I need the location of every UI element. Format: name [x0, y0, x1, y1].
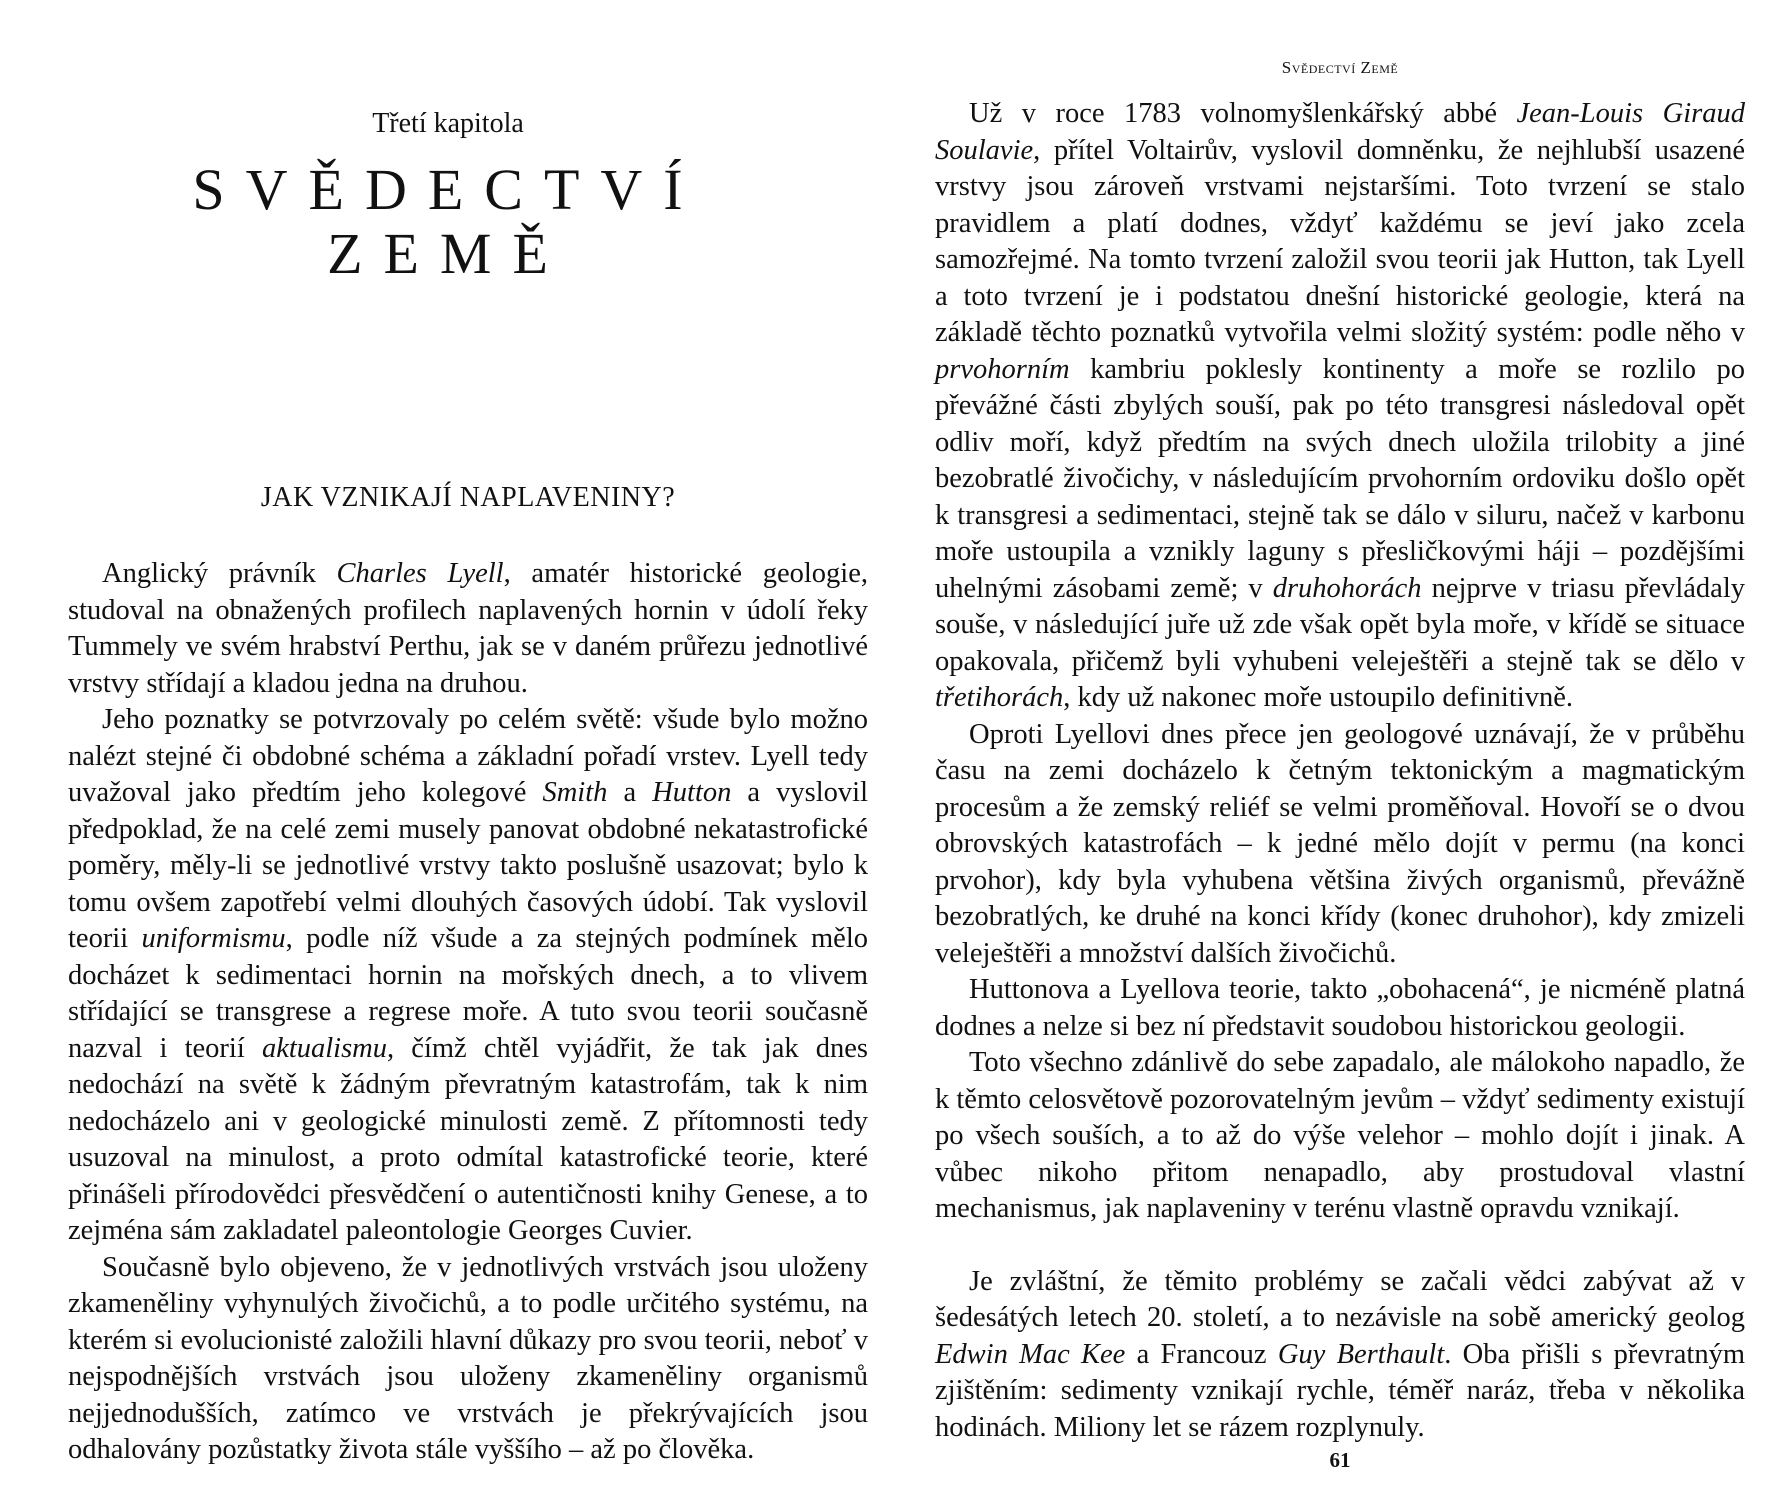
left-body-text [68, 556, 868, 1469]
text-run: a vyslovil předpoklad, že na celé zemi musely panovat obdobné nekatastrofické poměry, měly-li se jednotlivé vrstvy takto poslušně usazovat; bylo k tomu ovšem zapotřebí velmi dlouhých časových údobí. Tak vyslovil teorii [68, 777, 868, 954]
italic-text-run: třetihorách [935, 682, 1064, 713]
page-number: 61 [1329, 1448, 1351, 1472]
paragraph [935, 1264, 1745, 1447]
italic-text-run: Edwin Mac Kee [935, 1338, 1126, 1370]
text-run: , čímž chtěl vyjádřit, že tak jak dnes nedochází na světě k žádným převratným katastrofám, tak k nim nedocházelo ani v geologické minulosti země. Z přítomnosti tedy usuzoval na minulost, a proto odmítal katastrofické teorie, které přinášeli přírodovědci přesvědčení o autentičnosti knihy Genese, a to zejména sám zakladatel paleontologie Georges Cuvier. [68, 1032, 869, 1246]
text-run: kambriu poklesly kontinenty a moře se rozlilo po převážné části zbylých souší, pak po této transgresi následoval opět odliv moří, když předtím na svých dnech uložila trilobity a jiné bezobratlé živočichy, v následujícím prvohorním ordoviku došlo opět k transgresi a sedimentaci, stejně tak se dálo v siluru, načež v karbonu moře ustoupila a vznikly laguny s přesličkovými háji – pozdějšími uhelnými zásobami země; v [935, 353, 1745, 604]
text-run: , kdy už nakonec moře ustoupilo definitivně. [1063, 682, 1573, 713]
paragraph [935, 972, 1745, 1045]
italic-text-run: Jean-Louis Giraud Soulavie [935, 98, 1745, 166]
text-run: Jeho poznatky se potvrzovaly po celém světě: všude bylo možno nalézt stejné či obdobné schéma a základní pořadí vrstev. Lyell tedy uvažoval jako předtím jeho kolegové [68, 704, 868, 808]
italic-text-run: Charles Lyell [336, 558, 504, 589]
italic-text-run: uniformismu [141, 923, 286, 954]
paragraph [935, 717, 1745, 973]
text-run: Už v roce 1783 volnomyšlenkářský abbé [969, 98, 1517, 129]
text-run: Současně bylo objeveno, že v jednotlivých vrstvách jsou uloženy zkameněliny vyhynulých živočichů, a to podle určitého systému, na kterém si evolucionisté založili hlavní důkazy pro svou teorii, neboť v nejspodnějších vrstvách jsou uloženy zkameněliny organismů nejjednodušších, zatímco ve vrstvách je překrývajících jsou odhalovány pozůstatky života stále vyššího – až po člověka. [68, 1251, 868, 1465]
text-run: . Oba přišli s převratným zjištěním: sedimenty vznikají rychle, téměř naráz, třeba v několika hodinách. Miliony let se rázem rozplynuly. [935, 1338, 1745, 1443]
italic-text-run: Hutton [652, 777, 732, 808]
text-run: nejprve v triasu převládaly souše, v následující juře už zde však opět byla moře, v křídě se situace opakovala, přičemž byli vyhubeni veleještěři a stejně tak se dělo v [935, 572, 1745, 677]
paragraph [68, 702, 868, 1250]
text-run: Anglický právník [102, 558, 337, 589]
paragraph [68, 1250, 868, 1469]
section-heading: JAK VZNIKAJÍ NAPLAVENINY? [260, 482, 676, 513]
right-body-text [935, 96, 1745, 1446]
text-run: , podle níž všude a za stejných podmínek mělo docházet k sedimentaci hornin na mořských dnech, a to vlivem střídající se transgrese a regrese moře. A tuto svou teorii současně nazval i teorií [68, 923, 868, 1064]
text-run: Oproti Lyellovi dnes přece jen geologové uznávají, že v průběhu času na zemi docházelo k četným tektonickým a magmatickým procesům a že zemský reliéf se velmi proměňoval. Hovoří se o dvou obrovských katastrofách – k jedné mělo dojít v permu (na konci prvohor), kdy byla vyhubena většina živých organismů, převážně bezobratlých, ke druhé na konci křídy (konec druhohor), kdy zmizeli veleještěři a množství dalších živočichů. [935, 718, 1745, 969]
paragraph [68, 556, 868, 702]
text-run: Je zvláštní, že těmito problémy se začali vědci zabývat až v šedesátých letech 20. století, a to nezávisle na sobě americký geolog [935, 1265, 1745, 1333]
text-run: Toto všechno zdánlivě do sebe zapadalo, ale málokoho napadlo, že k těmto celosvětově pozorovatelným jevům – vždyť sedimenty existují po všech souších, a to až do výše velehor – mohlo dojít i jinak. A vůbec nikoho přitom nenapadlo, aby prostudoval vlastní mechanismus, jak naplaveniny v terénu vlastně opravdu vznikají. [935, 1047, 1745, 1224]
chapter-label: Třetí kapitola [372, 108, 524, 139]
italic-text-run: prvohorním [935, 353, 1070, 385]
running-head: Svědectví Země [1281, 58, 1399, 77]
italic-text-run: druhohorách [1272, 572, 1422, 604]
italic-text-run: aktualismu [261, 1032, 388, 1064]
text-run: a Francouz [1125, 1338, 1278, 1370]
paragraph [935, 1045, 1745, 1228]
paragraph [935, 96, 1745, 717]
chapter-title: SVĚDECTVÍ ZEMĚ [192, 157, 704, 286]
text-run: , přítel Voltairův, vyslovil domněnku, že nejhlubší usazené vrstvy jsou zároveň vrstvami nejstaršími. Toto tvrzení se stalo pravidlem a platí dodnes, vždyť každému se jeví jako zcela samozřejmé. Na tomto tvrzení založil svou teorii jak Hutton, tak Lyell a toto tvrzení je i podstatou dnešní historické geologie, která na základě těchto poznatků vytvořila velmi složitý systém: podle něho v [935, 134, 1745, 348]
italic-text-run: Guy Berthault [1277, 1338, 1445, 1370]
text-run: Huttonova a Lyellova teorie, takto „obohacená“, je nicméně platná dodnes a nelze si bez ní představit soudobou historickou geologii. [935, 974, 1745, 1042]
text-run: , amatér historické geologie, studoval na obnažených profilech naplavených hornin v údolí řeky Tummely ve svém hrabství Perthu, jak se v daném průřezu jednotlivé vrstvy střídají a kladou jedna na druhou. [68, 558, 868, 699]
italic-text-run: Smith [542, 777, 608, 808]
text-run: a [607, 777, 653, 808]
